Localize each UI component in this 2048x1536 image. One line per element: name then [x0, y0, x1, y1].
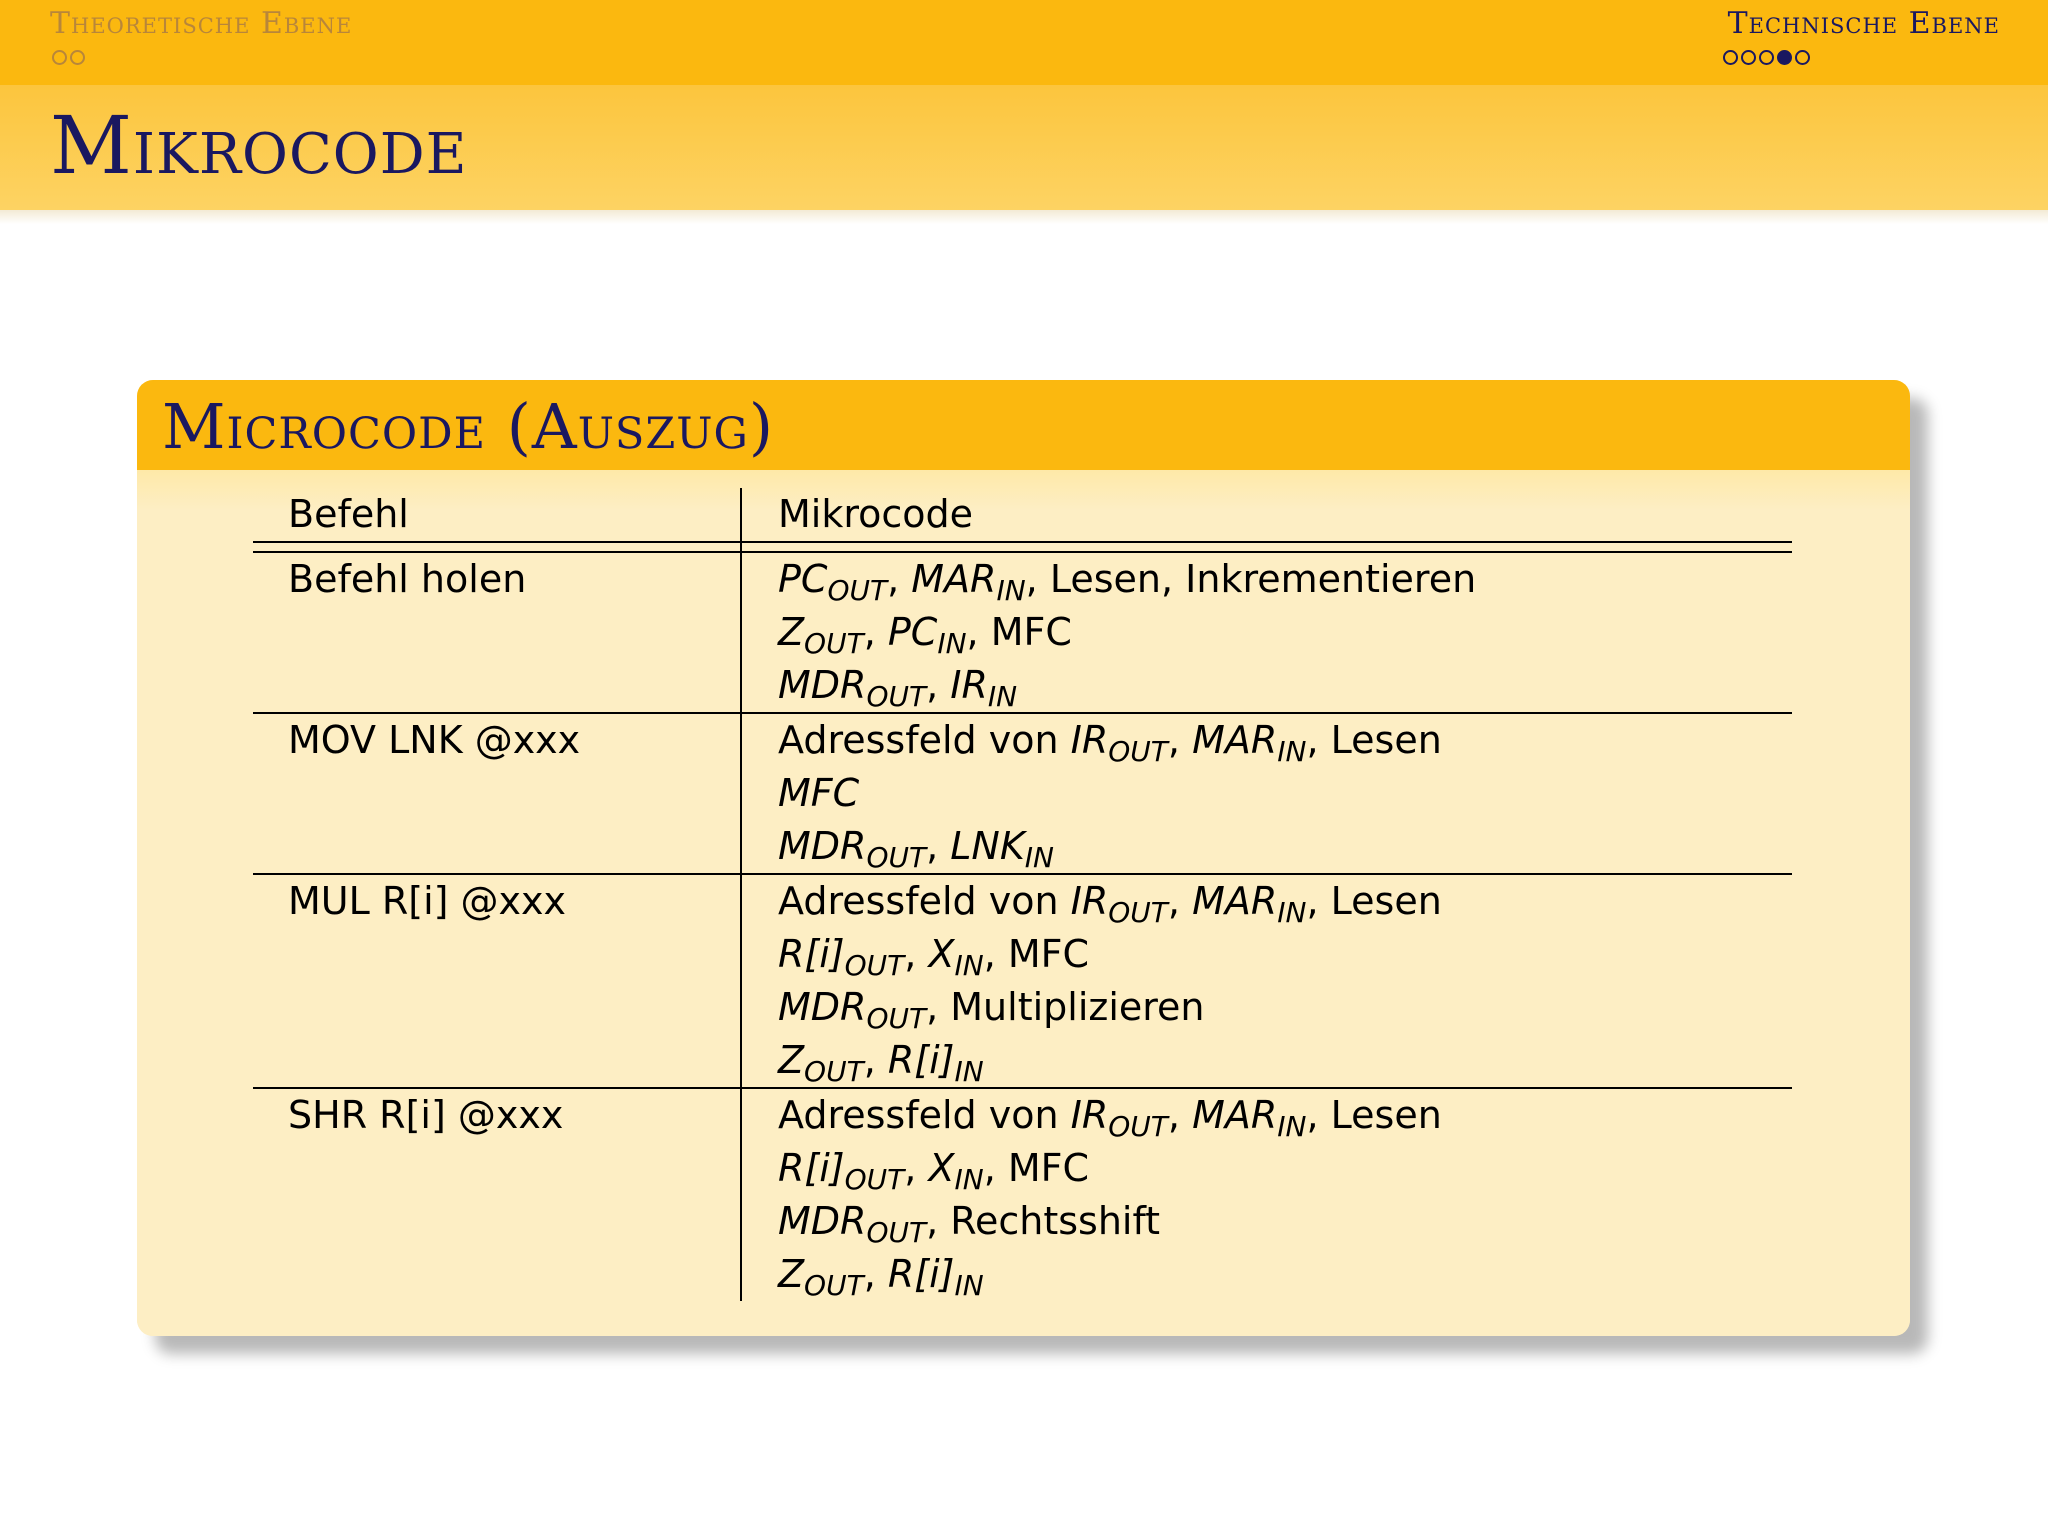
- block-title: Microcode (Auszug): [162, 390, 775, 463]
- microcode-line: $R[i]_{OUT}$, $X_{IN}$, MFC: [778, 1146, 1090, 1196]
- command-text: Befehl holen: [288, 557, 527, 601]
- microcode-line: $MDR_{OUT}$, Multiplizieren: [778, 985, 1205, 1035]
- microcode-line: Adressfeld von $IR_{OUT}$, $MAR_{IN}$, Lesen: [778, 1093, 1442, 1143]
- command-text: MOV LNK @xxx: [288, 718, 581, 762]
- command-cell: [253, 875, 742, 1087]
- command-text: SHR R[i] @xxx: [288, 1093, 564, 1137]
- microcode-line: $MDR_{OUT}$, $LNK_{IN}$: [778, 824, 1054, 874]
- microcode-line: $MDR_{OUT}$, $IR_{IN}$: [778, 663, 1018, 713]
- nav-dot[interactable]: [1795, 50, 1810, 65]
- table-row: [253, 714, 1792, 873]
- table-row: [253, 875, 1792, 1087]
- rule-cell: [253, 543, 742, 551]
- microcode-line: $Z_{OUT}$, $PC_{IN}$, MFC: [778, 610, 1072, 660]
- table-body: [253, 553, 1792, 1301]
- microcode-line: Adressfeld von $IR_{OUT}$, $MAR_{IN}$, Lesen: [778, 718, 1442, 768]
- microcode-line: $R[i]_{OUT}$, $X_{IN}$, MFC: [778, 932, 1090, 982]
- nav-dot[interactable]: [52, 50, 67, 65]
- nav-dot[interactable]: [70, 50, 85, 65]
- header-double-rule: [253, 541, 1792, 553]
- frame-title: Mikrocode: [50, 99, 468, 192]
- microcode-line: Adressfeld von $IR_{OUT}$, $MAR_{IN}$, Lesen: [778, 879, 1442, 929]
- microcode-cell: [742, 553, 1792, 712]
- microcode-line: $MDR_{OUT}$, Rechtsshift: [778, 1199, 1161, 1249]
- microcode-cell: [742, 1089, 1792, 1301]
- column-header-befehl: Befehl: [253, 488, 742, 541]
- nav-dots-right: [1723, 50, 1810, 65]
- command-cell: [253, 1089, 742, 1301]
- nav-section-right[interactable]: Technische Ebene: [1727, 6, 2000, 41]
- frame-title-bar: [0, 85, 2048, 210]
- column-header-mikrocode: Mikrocode: [778, 492, 974, 536]
- microcode-line: $PC_{OUT}$, $MAR_{IN}$, Lesen, Inkrementieren: [778, 557, 1477, 607]
- block-header: [137, 380, 1910, 470]
- microcode-cell: [742, 875, 1792, 1087]
- command-text: MUL R[i] @xxx: [288, 879, 567, 923]
- nav-dot[interactable]: [1759, 50, 1774, 65]
- nav-dot[interactable]: [1723, 50, 1738, 65]
- nav-section-left[interactable]: Theoretische Ebene: [50, 6, 353, 41]
- nav-dots-left: [52, 50, 85, 65]
- block-body: [137, 470, 1910, 1336]
- command-cell: [253, 714, 742, 873]
- microcode-cell: [742, 714, 1792, 873]
- microcode-line: $Z_{OUT}$, $R[i]_{IN}$: [778, 1252, 984, 1302]
- table-header-row: [253, 488, 1792, 541]
- rule-cell: [742, 543, 1792, 551]
- nav-dot-active[interactable]: [1777, 50, 1792, 65]
- table-row: [253, 1089, 1792, 1301]
- nav-dot[interactable]: [1741, 50, 1756, 65]
- title-shadow: [0, 210, 2048, 224]
- table-row: [253, 553, 1792, 712]
- microcode-line: $Z_{OUT}$, $R[i]_{IN}$: [778, 1038, 984, 1088]
- navigation-bar: [0, 0, 2048, 85]
- microcode-line: MFC: [778, 771, 860, 815]
- command-cell: [253, 553, 742, 712]
- content-block: [137, 380, 1910, 1336]
- microcode-table: [253, 488, 1792, 1301]
